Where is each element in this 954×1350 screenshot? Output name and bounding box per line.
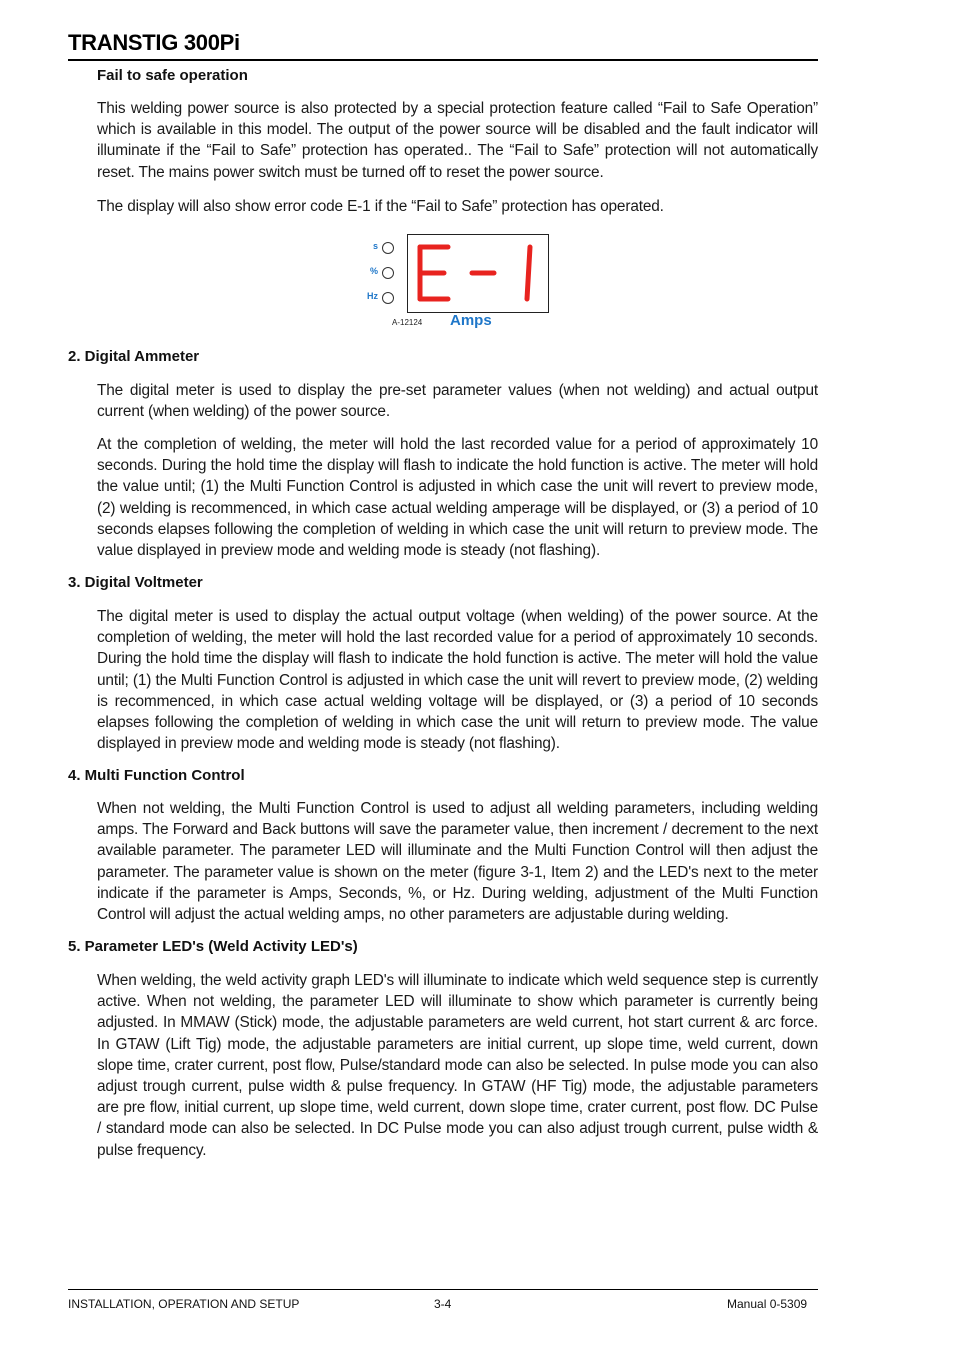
- amps-label: Amps: [450, 312, 492, 329]
- led-label-seconds: s: [372, 241, 378, 251]
- led-circle-icon: [382, 292, 394, 304]
- fail-safe-paragraph-1: This welding power source is also protected by a special protection feature called “Fail to Safe Operation” which is available in this model. The output of the power source will be disabled and the fault indicator will illuminate if the “Fail to Safe” protection has operated.. The “Fail to Safe” protection will not automatically reset. The mains power switch must be turned off to reset the power source.: [97, 100, 818, 181]
- footer-rule: [68, 1289, 818, 1290]
- fail-safe-paragraph-2: The display will also show error code E-1 if the “Fail to Safe” protection has operated.: [97, 198, 664, 215]
- multi-function-heading: 4. Multi Function Control: [68, 767, 245, 784]
- fail-safe-heading: Fail to safe operation: [97, 67, 248, 84]
- led-seconds: [360, 241, 394, 255]
- seven-segment-readout: [408, 235, 548, 312]
- parameter-leds-paragraph-1: When welding, the weld activity graph LED's will illuminate to indicate which weld sequence step is currently active. When not welding, the parameter LED will illuminate to show which parameter is currently being adjusted. In MMAW (Stick) mode, the adjustable parameters are weld current, hot start current & arc force. In GTAW (Lift Tig) mode, the adjustable parameters are initial current, up slope time, weld current, down slope time, crater current, post flow, Pulse/standard mode can also be selected. In pulse mode you can also adjust trough current, pulse width & pulse frequency. In GTAW (HF Tig) mode, the adjustable parameters are pre flow, initial current, up slope time, weld current, down slope time, crater current, post flow. DC Pulse / standard mode can also be selected. In DC Pulse mode you can also adjust trough current, pulse width & pulse frequency.: [97, 972, 818, 1159]
- ammeter-paragraph-2: At the completion of welding, the meter will hold the last recorded value for a period of approximately 10 seconds. During the hold time the display will flash to indicate the hold function is active. The meter will hold the value until; (1) the Multi Function Control is adjusted in which case the unit will revert to preview mode, (2) welding is recommenced, in which case actual welding amperage will be displayed, or (3) a period of 10 seconds elapses following the completion of welding in which case the unit will return to preview mode. The value displayed in preview mode and welding mode is steady (not flashing).: [97, 436, 818, 560]
- seven-segment-display: [407, 234, 549, 313]
- footer-page-number: 3-4: [434, 1297, 452, 1311]
- header-rule: [68, 59, 818, 61]
- parameter-leds-heading: 5. Parameter LED's (Weld Activity LED's): [68, 938, 358, 955]
- led-percent: [360, 266, 394, 280]
- led-hertz: [360, 291, 394, 305]
- footer-manual-number: Manual 0-5309: [727, 1297, 808, 1311]
- segment-one: [527, 247, 530, 299]
- led-circle-icon: [382, 267, 394, 279]
- manual-title: TRANSTIG 300Pi: [68, 30, 240, 55]
- led-label-hertz: Hz: [367, 291, 378, 301]
- voltmeter-paragraph-1: The digital meter is used to display the actual output voltage (when welding) of the power source. At the completion of welding, the meter will hold the last recorded value for a period of approximately 10 seconds. During the hold time the display will flash to indicate the hold function is active. The meter will hold the value until; (1) the Multi Function Control is adjusted in which case the unit will revert to preview mode, (2) welding is recommenced, in which case actual welding voltage will be displayed, or (3) a period of 10 seconds elapses following the completion of welding in which case the unit will return to preview mode. The value displayed in preview mode and welding mode is steady (not flashing).: [97, 608, 818, 753]
- footer-section-title: INSTALLATION, OPERATION AND SETUP: [68, 1297, 300, 1311]
- multi-function-paragraph-1: When not welding, the Multi Function Control is used to adjust all welding parameters, including welding amps. The Forward and Back buttons will save the parameter value, then increment / decrement to the next available parameter. The parameter LED will illuminate and the Multi Function Control will then adjust the parameter. The parameter value is shown on the meter (figure 3-1, Item 2) and the LED's next to the meter indicate if the parameter is Amps, Seconds, %, or Hz. During welding, adjustment of the Multi Function Control will adjust the actual welding amps, no other parameters are adjustable during welding.: [97, 800, 818, 924]
- figure-code: A-12124: [392, 318, 423, 327]
- ammeter-paragraph-1: The digital meter is used to display the pre-set parameter values (when not welding) and actual output current (when welding) of the power source.: [97, 382, 818, 421]
- led-circle-icon: [382, 242, 394, 254]
- voltmeter-heading: 3. Digital Voltmeter: [68, 574, 203, 591]
- ammeter-heading: 2. Digital Ammeter: [68, 348, 200, 365]
- led-label-percent: %: [369, 266, 378, 276]
- error-display-figure: [360, 232, 550, 332]
